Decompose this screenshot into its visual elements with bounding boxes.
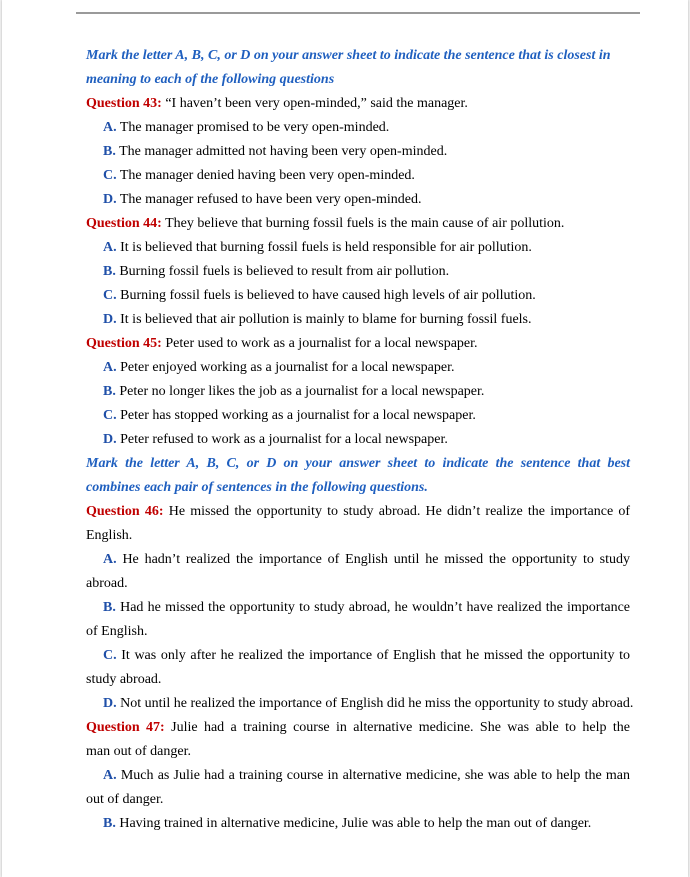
- option-text: It is believed that air pollution is mainly to blame for burning fossil fuels.: [120, 312, 532, 327]
- option-letter: B.: [103, 144, 116, 159]
- option-c: [86, 164, 630, 188]
- option-text: Burning fossil fuels is believed to have caused high levels of air pollution.: [120, 288, 536, 303]
- question-label: Question 44:: [86, 216, 162, 231]
- option-text-continued: study abroad.: [86, 672, 162, 687]
- option-letter: C.: [103, 648, 117, 663]
- option-c: [86, 284, 630, 308]
- option-b: [86, 140, 630, 164]
- option-c: [86, 644, 630, 668]
- option-b: [86, 596, 630, 620]
- option-letter: C.: [103, 168, 117, 183]
- option-d: [86, 188, 630, 212]
- option-text: Peter no longer likes the job as a journalist for a local newspaper.: [119, 384, 485, 399]
- option-text: Not until he realized the importance of English did he miss the opportunity to study abroad.: [120, 696, 634, 711]
- option-letter: C.: [103, 408, 117, 423]
- option-letter: D.: [103, 192, 117, 207]
- option-text: The manager admitted not having been very open-minded.: [119, 144, 448, 159]
- option-text: Peter refused to work as a journalist for a local newspaper.: [120, 432, 448, 447]
- option-d: [86, 692, 634, 716]
- question-label: Question 43:: [86, 96, 162, 111]
- question-text: He missed the opportunity to study abroad. He didn’t realize the importance of: [168, 504, 631, 519]
- document-content: [86, 44, 634, 836]
- option-b: [86, 260, 630, 284]
- option-d: [86, 428, 630, 452]
- option-letter: D.: [103, 696, 117, 711]
- option-letter: A.: [103, 360, 117, 375]
- option-text-continued: abroad.: [86, 576, 128, 591]
- option-letter: A.: [103, 120, 117, 135]
- instruction-line: Mark the letter A, B, C, or D on your answer sheet to indicate the sentence that best: [86, 456, 630, 471]
- option-text: The manager refused to have been very open-minded.: [119, 192, 422, 207]
- option-text: Peter enjoyed working as a journalist for a local newspaper.: [120, 360, 455, 375]
- option-text: Burning fossil fuels is believed to result from air pollution.: [119, 264, 450, 279]
- option-text: He hadn’t realized the importance of English until he missed the opportunity to study: [122, 552, 630, 567]
- instruction-line: meaning to each of the following questions: [86, 72, 335, 87]
- question-text: “I haven’t been very open-minded,” said the manager.: [165, 96, 468, 111]
- option-b: [86, 812, 630, 836]
- question-label: Question 46:: [86, 504, 164, 519]
- question-43: [86, 92, 630, 116]
- option-letter: D.: [103, 312, 117, 327]
- option-text: The manager promised to be very open-minded.: [119, 120, 390, 135]
- question-46: [86, 500, 630, 524]
- option-text: The manager denied having been very open-minded.: [119, 168, 415, 183]
- option-a: [86, 548, 630, 572]
- option-a: [86, 116, 630, 140]
- question-47: [86, 716, 630, 740]
- option-text: Having trained in alternative medicine, Julie was able to help the man out of danger.: [119, 816, 592, 831]
- question-text: Peter used to work as a journalist for a local newspaper.: [165, 336, 478, 351]
- option-text-continued: of English.: [86, 624, 148, 639]
- option-letter: A.: [103, 768, 117, 783]
- option-text: It was only after he realized the importance of English that he missed the opportunity to: [121, 648, 631, 663]
- option-a: [86, 236, 630, 260]
- question-text-continued: English.: [86, 528, 133, 543]
- instruction-line: Mark the letter A, B, C, or D on your answer sheet to indicate the sentence that is closest in: [86, 48, 611, 63]
- question-text-continued: man out of danger.: [86, 744, 191, 759]
- document-page: [2, 0, 688, 877]
- option-text: Had he missed the opportunity to study abroad, he wouldn’t have realized the importance: [120, 600, 631, 615]
- header-rule: [76, 12, 640, 14]
- question-45: [86, 332, 630, 356]
- question-text: Julie had a training course in alternative medicine. She was able to help the: [171, 720, 631, 735]
- question-text: They believe that burning fossil fuels is the main cause of air pollution.: [165, 216, 565, 231]
- option-c: [86, 404, 630, 428]
- option-text: Peter has stopped working as a journalist for a local newspaper.: [120, 408, 476, 423]
- question-label: Question 47:: [86, 720, 165, 735]
- option-d: [86, 308, 630, 332]
- option-b: [86, 380, 630, 404]
- option-letter: D.: [103, 432, 117, 447]
- option-a: [86, 764, 630, 788]
- option-text: Much as Julie had a training course in alternative medicine, she was able to help the man: [120, 768, 630, 783]
- option-letter: A.: [103, 240, 117, 255]
- option-letter: B.: [103, 384, 116, 399]
- option-letter: B.: [103, 600, 116, 615]
- option-letter: C.: [103, 288, 117, 303]
- option-text-continued: out of danger.: [86, 792, 164, 807]
- option-a: [86, 356, 630, 380]
- option-letter: B.: [103, 264, 116, 279]
- instruction-line: combines each pair of sentences in the following questions.: [86, 480, 428, 495]
- question-label: Question 45:: [86, 336, 162, 351]
- option-letter: A.: [103, 552, 117, 567]
- option-letter: B.: [103, 816, 116, 831]
- option-text: It is believed that burning fossil fuels is held responsible for air pollution.: [120, 240, 532, 255]
- question-44: [86, 212, 630, 236]
